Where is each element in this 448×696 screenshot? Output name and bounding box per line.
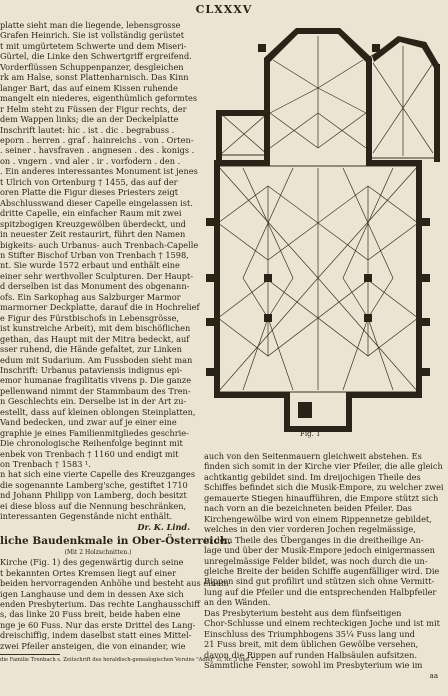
text-line: . seiner . havsfraven . angnesen . des . konigs . (0, 145, 195, 156)
text-line: welches in den vier vorderen Jochen regelmässige, (204, 524, 416, 535)
text-line: Kirche (Fig. 1) des gegenwärtig durch seine (0, 557, 184, 568)
text-line: edum mit Sudarium. Am Fussboden sieht man (0, 354, 193, 365)
text-line: enbek von Trenbach † 1160 und endigt mit (0, 448, 179, 459)
text-line: finden sich somit in der Kirche vier Pfeiler, die alle gleich (204, 461, 443, 472)
text-line: pellenwand nimmt der Stammbaum des Tren- (0, 385, 191, 396)
author-signature: Dr. K. Lind. (137, 521, 190, 532)
side-chapel-ribs (373, 46, 433, 156)
text-line: lage und über der Musik-Empore jedoch einigermassen (204, 545, 435, 556)
text-line: n Geschlechts ein. Derselbe ist in der Art zu- (0, 396, 187, 407)
text-line: die sogenannte Lamberg'sche, gestiftet 1710 (0, 479, 188, 490)
text-line: gleiche Breite der beiden Schiffe augenfälliger wird. Die (204, 565, 440, 576)
text-line: t bekannten Ortes Kremsen liegt auf einer (0, 567, 177, 578)
text-line: Kirchengewölbe wird von einem Rippennetze gebildet, (204, 513, 432, 524)
text-line: Grafen Heinrich. Sie ist vollständig gerüstet (0, 30, 184, 41)
text-line: einer sehr werthvoller Sculpturen. Der Haupt- (0, 270, 194, 281)
text-line: platte sieht man die liegende, lebensgrosse (0, 20, 181, 30)
figure-caption: Fig. 1 (300, 430, 321, 438)
text-line: unregelmässige Felder bildet, was noch durch die un- (204, 555, 428, 566)
text-line: on Trenbach † 1583 ¹. (0, 459, 91, 470)
church-floor-plan (198, 18, 444, 446)
text-line: Inschrift: Urbanus pataviensis indignus epi- (0, 364, 183, 375)
text-line: gethan, das Haupt mit der Mitra bedeckt, auf (0, 333, 190, 344)
text-line: an den Wänden. (204, 597, 271, 608)
text-line: Abschlusswand dieser Capelle eingelassen ist. (0, 197, 193, 208)
text-line: eporn . herren . graf . hainreichs . von . Orten- (0, 134, 194, 145)
text-line: oren Platte die Figur dieses Priesters zeigt (0, 187, 179, 198)
left-column-lines (0, 20, 200, 522)
text-line: Das Presbyterium besteht aus dem fünfseitigen (204, 607, 402, 618)
text-line: achtkantig gebildet sind. Im dreijochigen Theile des (204, 471, 421, 482)
text-line: n Stifter Bischof Urban von Trenbach † 1598, (0, 249, 189, 260)
text-line: langer Bart, das auf einem Kissen ruhende (0, 82, 178, 93)
text-line: s, das linke 20 Fuss breit, beide haben eine (0, 609, 181, 620)
nave-ribs (218, 166, 418, 392)
text-line: r Helm steht zu Füssen der Figur rechts, der (0, 103, 187, 114)
text-line: auch von den Seitenmauern gleichweit abstehen. Es (204, 451, 422, 461)
text-line: ist kunstreiche Arbeit), mit dem bischöflichen (0, 323, 191, 334)
text-line: nach vorn an die bezeichneten beiden Pfeiler. Das (204, 503, 412, 514)
buttress (206, 218, 216, 226)
text-line: t Ulrich von Ortenburg † 1455, das auf der (0, 176, 178, 187)
text-line: Die chronologische Reihenfolge beginnt mit (0, 438, 183, 449)
text-line: bigkeits- auch Urbanus- auch Trenbach-Capelle (0, 239, 199, 250)
text-line: nge je 60 Fuss. Nur das erste Drittel des Lang- (0, 619, 196, 630)
text-line: d derselben ist das Monument des obgenann- (0, 281, 190, 292)
text-line: spitzbogigen Kreuzgewölben überdeckt, und (0, 218, 186, 229)
text-line: rk am Halse, sonst Plattenharnisch. Das Kinn (0, 72, 189, 83)
text-line: mangelt ein niederes, eigenthümlich geformtes (0, 93, 198, 104)
text-line: on . vngern . vnd aler . ir . vorfodern . den . (0, 155, 181, 166)
text-line: Rippen sind gut profilirt und stützen sich ohne Vermitt- (204, 576, 435, 587)
chancel-ribs (270, 36, 366, 148)
footnote: die Familie Trenbach s. Zeitschrift des heraldisch-genealogischen Vereins "Adler" II, Nr. 3 und 7. (0, 657, 256, 664)
text-line: t mit umgürtetem Schwerte und dem Miseri- (0, 40, 187, 51)
text-line: graphie je eines Familienmitgliedes geschrie- (0, 427, 189, 438)
text-line: ofs. Ein Sarkophag aus Salzburger Marmor (0, 291, 181, 302)
text-line: zwei Pfeiler ansteigen, die von einander, wie (0, 640, 186, 651)
section-body-lines (0, 557, 229, 651)
text-line: sser ruhend, die Hände gefaltet, zur Linken (0, 344, 182, 355)
page-number: CLXXXV (195, 3, 253, 16)
text-line: dreischiffig, indem daselbst statt eines Mittel- (0, 630, 192, 641)
text-line: enden Presbyterium. Das rechte Langhausschiff (0, 599, 200, 610)
section-title: liche Baudenkmale in Ober-Österreich. (0, 535, 232, 548)
text-line: e Figur des Fürstbischofs in Lebensgrösse, (0, 312, 179, 323)
text-line: estellt, dass auf kleinen oblongen Steinplatten, (0, 406, 196, 417)
text-line: Chor-Schlusse und einem rechteckigen Joche und ist mit (204, 618, 440, 629)
text-line: marmorner Deckplatte, darauf die in Hochrelief (0, 302, 200, 313)
text-line: n hat sich eine vierte Capelle des Kreuzganges (0, 469, 196, 480)
text-line: interessanten Gegenstände nicht enthält. (0, 511, 173, 522)
text-line: Sämmtliche Fenster, sowohl im Presbyterium wie im (204, 660, 423, 671)
text-line: Einschluss des Triumphbogens 35¼ Fuss lang und (204, 628, 415, 639)
sacristy-ribs (220, 113, 268, 155)
text-line: lung auf die Pfeiler und die entsprechenden Halbpfeiler (204, 586, 437, 597)
pier (264, 274, 272, 282)
text-line: dritte Capelle, ein einfacher Raum mit zwei (0, 208, 182, 219)
text-line: davon die Rippen auf runden Halbsäulen aufsitzen. (204, 649, 417, 660)
text-line: in dem Theile des Überganges in die dreitheilige An- (204, 534, 424, 545)
right-column (204, 451, 444, 681)
text-line: Inschrift lautet: hic . ist . dic . begrabuss . (0, 124, 175, 135)
text-line: gemauerte Stiegen hinaufführen, die Empore stützt sich (204, 492, 439, 503)
section-note: (Mit 2 Holzschnitten.) (64, 549, 132, 557)
text-line: Vand bedecken, und zwar auf je einer eine (0, 417, 177, 428)
tower-outline (286, 392, 350, 428)
right-column-lines (204, 451, 444, 671)
text-line: in neuester Zeit restaurirt, führt den Namen (0, 229, 186, 240)
text-line: 21 Fuss breit, mit dem üblichen Gewölbe versehen, (204, 639, 419, 650)
text-line: . Ein anderes interessantes Monument ist jenes (0, 166, 198, 177)
text-line: dem Wappen links; die an der Deckelplatte (0, 114, 179, 125)
text-line: nd Johann Philipp von Lamberg, doch besitzt (0, 490, 187, 501)
text-line: Vorderflüssen Schuppenpanzer, desgleichen (0, 61, 184, 72)
text-line: emor humanae fragilitatis vivens p. Die ganze (0, 375, 192, 386)
text-line: Gürtel, die Linke den Schwertgriff ergreifend. (0, 51, 192, 62)
text-line: beiden hervorragenden Anhöhe und besteht aus einem (0, 578, 229, 589)
text-line: ei diese bloss auf die Nennung beschränken, (0, 500, 187, 511)
text-line: Schiffes befindet sich die Musik-Empore, zu welcher zwei (204, 482, 444, 493)
text-line: nt. Sie wurde 1572 erbaut und enthält eine (0, 260, 180, 271)
text-line: igen Langhause und dem in dessen Axe sich (0, 588, 184, 599)
footnote-divider (0, 654, 60, 655)
page-signature-marker: aa (429, 671, 438, 680)
